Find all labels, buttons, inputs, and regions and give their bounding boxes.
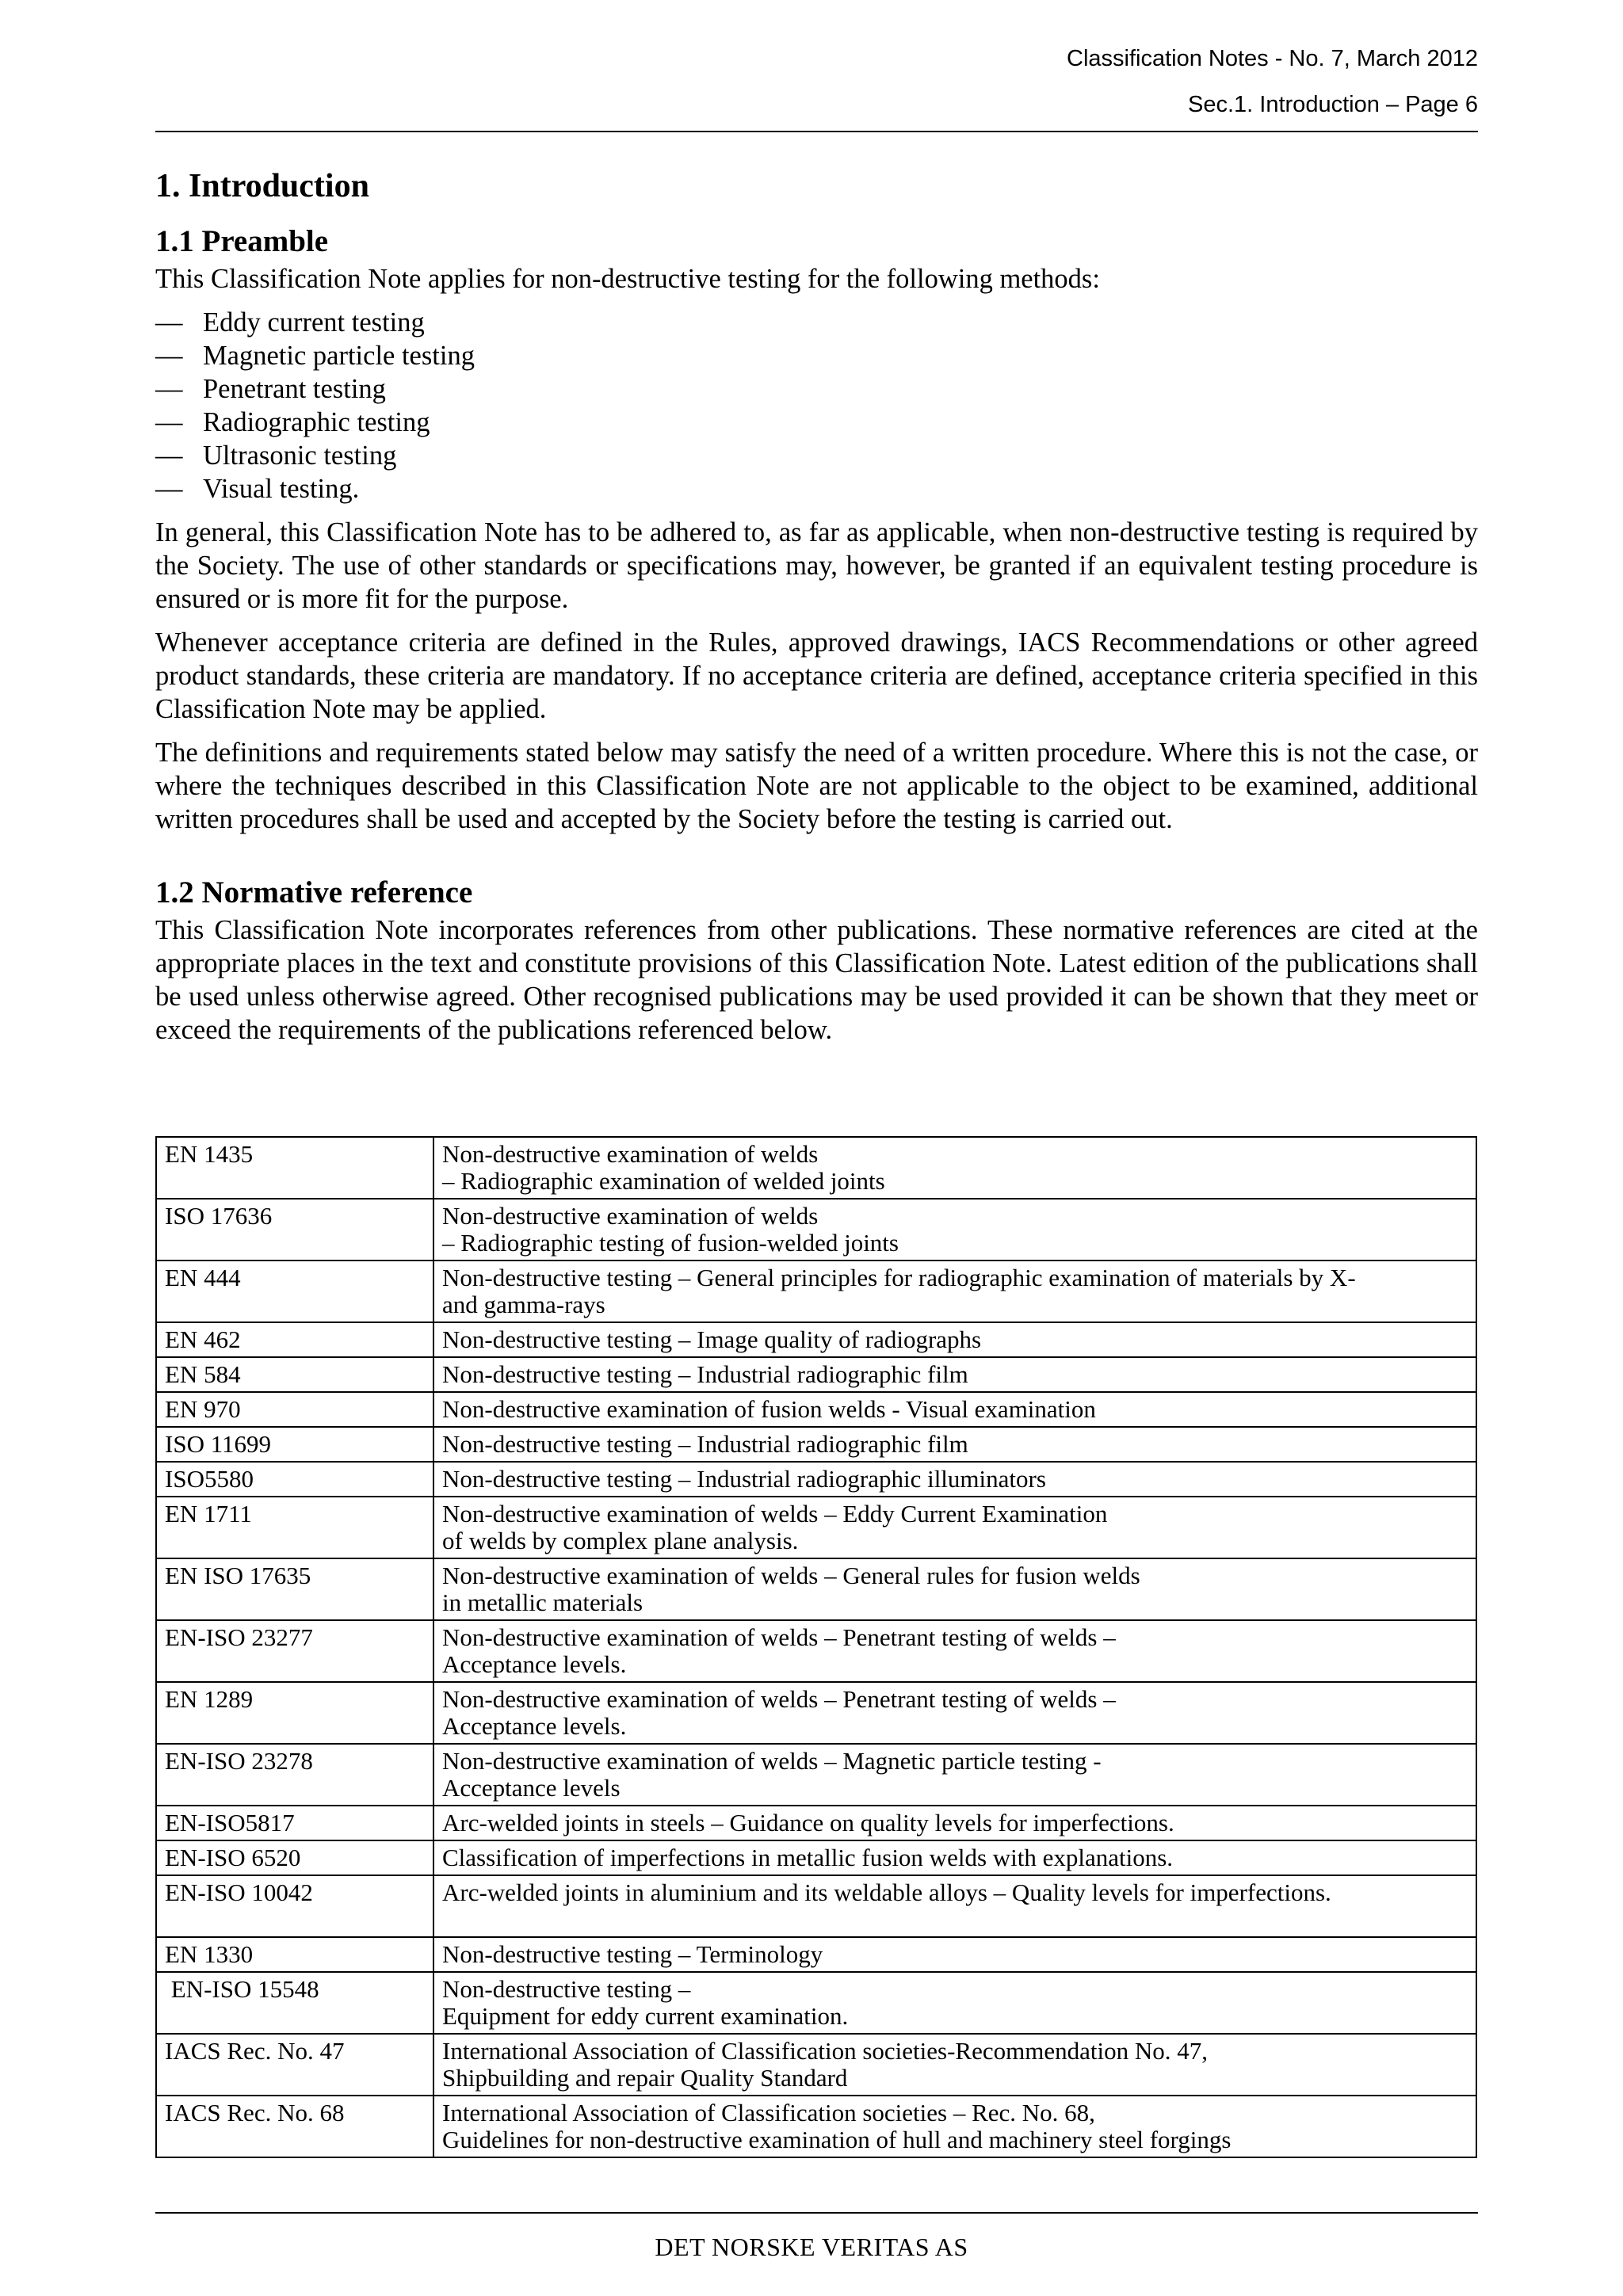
dash-bullet: — — [155, 341, 183, 372]
methods-list — [155, 306, 1478, 505]
dash-bullet: — — [155, 441, 183, 471]
reference-description: Arc-welded joints in aluminium and its weldable alloys – Quality levels for imperfections. — [433, 1875, 1476, 1937]
reference-code: EN-ISO 10042 — [156, 1875, 433, 1937]
list-item — [155, 406, 1478, 439]
method-label: Ultrasonic testing — [203, 441, 397, 471]
publisher-name: DET NORSKE VERITAS AS — [655, 2233, 968, 2261]
table-row — [156, 1875, 1476, 1937]
table-row — [156, 1682, 1476, 1744]
reference-description: Non-destructive testing – General principles for radiographic examination of materials by X- and gamma-rays — [433, 1261, 1476, 1322]
main-content — [155, 166, 1478, 1057]
dash-bullet: — — [155, 374, 183, 405]
method-label: Penetrant testing — [203, 374, 386, 405]
document-title-header: Classification Notes - No. 7, March 2012 — [1067, 46, 1478, 71]
table-row — [156, 1937, 1476, 1972]
table-row — [156, 1261, 1476, 1322]
reference-description: Non-destructive examination of welds – Penetrant testing of welds – Acceptance levels. — [433, 1620, 1476, 1682]
section-page-header: Sec.1. Introduction – Page 6 — [1188, 92, 1478, 117]
table-row — [156, 1497, 1476, 1558]
table-row — [156, 1744, 1476, 1806]
reference-code: EN 1711 — [156, 1497, 433, 1558]
method-label: Eddy current testing — [203, 307, 425, 338]
method-label: Magnetic particle testing — [203, 341, 475, 372]
table-row — [156, 1357, 1476, 1392]
normative-reference-heading: 1.2 Normative reference — [155, 875, 473, 910]
reference-code: ISO5580 — [156, 1462, 433, 1497]
preamble-intro: This Classification Note applies for non-destructive testing for the following methods: — [155, 264, 1100, 295]
table-row — [156, 1199, 1476, 1261]
section-title: 1. Introduction — [155, 168, 369, 204]
reference-code: EN 1435 — [156, 1137, 433, 1199]
table-row — [156, 2034, 1476, 2096]
table-row — [156, 1620, 1476, 1682]
preamble-paragraph: In general, this Classification Note has to be adhered to, as far as applicable, when non-destructive testing is required by the Society. The use of other standards or specifications may, however, be granted if an equivalent testing procedure is ensured or is more fit for the purpose. — [155, 517, 1478, 615]
dash-bullet: — — [155, 474, 183, 505]
table-row — [156, 1972, 1476, 2034]
reference-code: EN-ISO 23278 — [156, 1744, 433, 1806]
reference-code: EN-ISO 23277 — [156, 1620, 433, 1682]
preamble-paragraph: The definitions and requirements stated below may satisfy the need of a written procedure. Where this is not the case, or where the techniques described in this Classification Note are not applicable to the object to be examined, additional written procedures shall be used and accepted by the Society before the testing is carried out. — [155, 738, 1478, 835]
reference-code: IACS Rec. No. 68 — [156, 2096, 433, 2157]
table-row — [156, 1806, 1476, 1840]
list-item — [155, 439, 1478, 472]
list-item — [155, 339, 1478, 372]
reference-description: Non-destructive examination of welds – Eddy Current Examination of welds by complex plane analysis. — [433, 1497, 1476, 1558]
header-rule — [155, 131, 1478, 132]
table-row — [156, 2096, 1476, 2157]
table-row — [156, 1322, 1476, 1357]
reference-description: Non-destructive examination of fusion welds - Visual examination — [433, 1392, 1476, 1427]
reference-code: EN 970 — [156, 1392, 433, 1427]
method-label: Radiographic testing — [203, 407, 430, 438]
reference-code: IACS Rec. No. 47 — [156, 2034, 433, 2096]
reference-description: Non-destructive examination of welds – Penetrant testing of welds – Acceptance levels. — [433, 1682, 1476, 1744]
reference-description: Non-destructive examination of welds – Radiographic examination of welded joints — [433, 1137, 1476, 1199]
dash-bullet: — — [155, 307, 183, 338]
reference-description: International Association of Classification societies-Recommendation No. 47, Shipbuilding and repair Quality Standard — [433, 2034, 1476, 2096]
table-row — [156, 1392, 1476, 1427]
reference-description: Arc-welded joints in steels – Guidance on quality levels for imperfections. — [433, 1806, 1476, 1840]
reference-code: EN-ISO 15548 — [156, 1972, 433, 2034]
normative-intro: This Classification Note incorporates references from other publications. These normative references are cited at the appropriate places in the text and constitute provisions of this Classification Note. Latest edition of the publications shall be used unless otherwise agreed. Other recognised publications may be used provided it can be shown that they meet or exceed the requirements of the publications referenced below. — [155, 914, 1478, 1045]
reference-code: EN 1289 — [156, 1682, 433, 1744]
dash-bullet: — — [155, 407, 183, 438]
list-item — [155, 472, 1478, 505]
reference-description: Non-destructive examination of welds – General rules for fusion welds in metallic materials — [433, 1558, 1476, 1620]
list-item — [155, 372, 1478, 406]
reference-code: EN ISO 17635 — [156, 1558, 433, 1620]
table-row — [156, 1137, 1476, 1199]
reference-description: International Association of Classification societies – Rec. No. 68, Guidelines for non-destructive examination of hull and machinery steel forgings — [433, 2096, 1476, 2157]
reference-description: Non-destructive testing – Industrial radiographic illuminators — [433, 1462, 1476, 1497]
reference-code: EN-ISO5817 — [156, 1806, 433, 1840]
reference-code: EN 444 — [156, 1261, 433, 1322]
reference-description: Non-destructive testing – Image quality of radiographs — [433, 1322, 1476, 1357]
footer-publisher — [0, 2233, 1623, 2262]
reference-description: Non-destructive testing – Industrial radiographic film — [433, 1357, 1476, 1392]
reference-code: EN 584 — [156, 1357, 433, 1392]
table-row — [156, 1558, 1476, 1620]
reference-description: Non-destructive testing – Industrial radiographic film — [433, 1427, 1476, 1462]
reference-code: EN 462 — [156, 1322, 433, 1357]
list-item — [155, 306, 1478, 339]
normative-reference-table — [155, 1136, 1477, 2158]
table-row — [156, 1462, 1476, 1497]
reference-code: ISO 11699 — [156, 1427, 433, 1462]
table-row — [156, 1840, 1476, 1875]
reference-description: Non-destructive testing – Equipment for eddy current examination. — [433, 1972, 1476, 2034]
reference-description: Classification of imperfections in metallic fusion welds with explanations. — [433, 1840, 1476, 1875]
reference-code: ISO 17636 — [156, 1199, 433, 1261]
footer-rule — [155, 2212, 1478, 2214]
preamble-paragraph: Whenever acceptance criteria are defined in the Rules, approved drawings, IACS Recommendations or other agreed product standards, these criteria are mandatory. If no acceptance criteria are defined, acceptance criteria specified in this Classification Note may be applied. — [155, 627, 1478, 725]
table-row — [156, 1427, 1476, 1462]
reference-description: Non-destructive examination of welds – Radiographic testing of fusion-welded joints — [433, 1199, 1476, 1261]
reference-code: EN 1330 — [156, 1937, 433, 1972]
method-label: Visual testing. — [203, 474, 360, 505]
preamble-heading: 1.1 Preamble — [155, 224, 329, 259]
reference-code: EN-ISO 6520 — [156, 1840, 433, 1875]
reference-description: Non-destructive examination of welds – Magnetic particle testing - Acceptance levels — [433, 1744, 1476, 1806]
reference-description: Non-destructive testing – Terminology — [433, 1937, 1476, 1972]
